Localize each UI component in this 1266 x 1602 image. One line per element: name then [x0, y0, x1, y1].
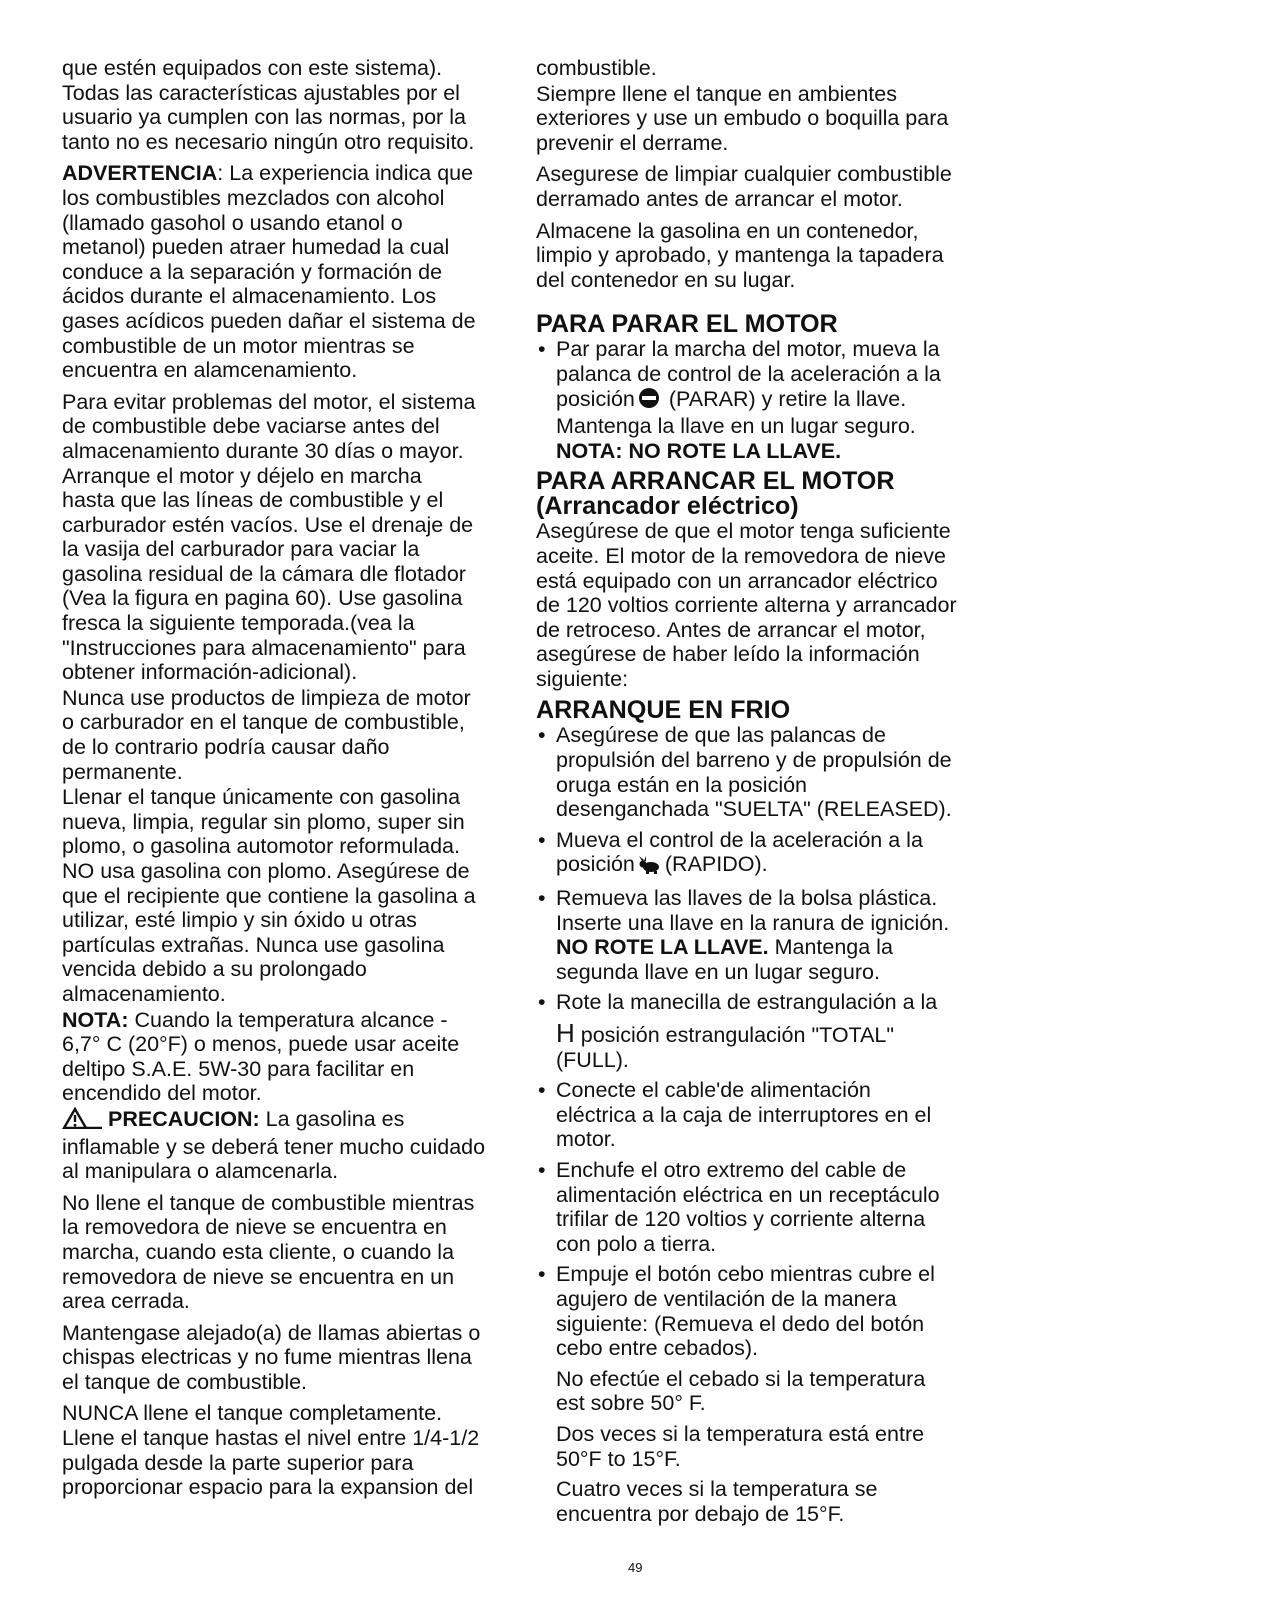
paragraph-oil-check: Asegúrese de que el motor tenga suficiente aceite. El motor de la removedora de nieve está equipado con un arrancador eléctrico de 120 voltios corriente alterna y arrancador de retroceso. Antes de arrancar el motor, asegúrese de haber leído la información siguiente: — [536, 519, 957, 691]
subheading-arrancador-electrico: (Arrancador eléctrico) — [536, 492, 799, 521]
heading-arrancar-motor: PARA ARRANCAR EL MOTOR — [536, 467, 895, 496]
paragraph-store-fuel: Almacene la gasolina en un contenedor, limpio y aprobado, y mantenga la tapadera del contenedor en su lugar. — [536, 218, 944, 292]
paragraph-cleaning-products: Nunca use productos de limpieza de motor o carburador en el tanque de combustible, de lo contrario podría causar daño permanente. — [62, 685, 471, 784]
list-item: • Par parar la marcha del motor, mueva la palanca de control de la aceleración a la posición (PARAR) y retire la llave. Mantenga la llave en un lugar seguro. NOTA: NO ROTE LA LLAVE. — [536, 337, 986, 463]
right-column — [536, 56, 986, 1532]
nota-label: NOTA: — [62, 1007, 129, 1032]
list-item: • Rote la manecilla de estrangulación a la H posición estrangulación "TOTAL" (FULL). — [538, 990, 938, 1072]
heading-parar-motor: PARA PARAR EL MOTOR — [536, 310, 838, 339]
paragraph-precaucion: PRECAUCION: La gasolina es inflamable y se deberá tener mucho cuidado al manipulara o alamcenarla. — [62, 1106, 486, 1184]
bullet-dot: • — [538, 1262, 546, 1287]
list-arranque-frio — [536, 723, 986, 1360]
bullet-dot: • — [538, 827, 546, 852]
paragraph-never-fill: NUNCA llene el tanque completamente. Llene el tanque hastas el nivel entre 1/4-1/2 pulgada desde la parte superior para proporcionar espacio para la expansion del — [62, 1401, 480, 1500]
paragraph-prime-none: No efectúe el cebado si la temperatura est sobre 50° F. — [556, 1366, 926, 1416]
list-parar — [536, 337, 986, 463]
bullet-dot: • — [538, 723, 546, 748]
advertencia-label: ADVERTENCIA — [62, 161, 218, 186]
rabbit-fast-icon — [638, 855, 662, 880]
paragraph-system-compliance: que estén equipados con este sistema). Todas las características ajustables por el usuario ya cumplen con las normas, por la tanto no es necesario ningún otro requisito. — [62, 56, 475, 154]
list-item: • Remueva las llaves de la bolsa plástica. Inserte una llave en la ranura de ignición. NO ROTE LA LLAVE. Mantenga la segunda llave en un lugar seguro. — [538, 886, 950, 984]
paragraph-prime-twice: Dos veces si la temperatura está entre 50°F to 15°F. — [556, 1421, 925, 1471]
paragraph-clean-spills: Asegurese de limpiar cualquier combustible derramado antes de arrancar el motor. — [536, 162, 952, 211]
paragraph-nota-oil: NOTA: Cuando la temperatura alcance - 6,7° C (20°F) o menos, puede usar aceite deltipo S.A.E. 5W-30 para facilitar en encendido del motor. — [62, 1007, 460, 1106]
heading-arranque-frio: ARRANQUE EN FRIO — [536, 696, 791, 725]
paragraph-flames: Mantengase alejado(a) de llamas abiertas o chispas electricas y no fume mientras llena el tanque de combustible. — [62, 1320, 481, 1394]
left-column — [62, 56, 514, 1507]
list-item: • Enchufe el otro extremo del cable de alimentación eléctrica en un receptáculo trifilar de 120 voltios y corriente alterna con polo a tierra. — [538, 1157, 940, 1256]
bullet-dot: • — [538, 337, 546, 362]
paragraph-advertencia: ADVERTENCIA: La experiencia indica que los combustibles mezclados con alcohol (llamado gasohol o usando etanol o metanol) pueden atraer humedad la cual conduce a la separación y formación de ácidos durante el almacenamiento. Los gases acídicos pueden dañar el sistema de combustible de un motor mientras se encuentra en alamcenamiento. — [62, 161, 476, 383]
list-item: • Mueva el control de la aceleración a la posición (RAPIDO). — [536, 828, 986, 880]
paragraph-fuel-type: Llenar el tanque únicamente con gasolina nueva, limpia, regular sin plomo, super sin plomo, o gasolina automotor reformulada. NO usa gasolina con plomo. Asegúrese de que el recipiente que contiene la gasolina a utilizar, esté limpio y sin óxido u otras partículas extrañas. Nunca use gasolina vencida debido a su prolongado almacenamiento. — [62, 785, 476, 1006]
choke-full-icon: H — [556, 1018, 575, 1048]
bullet-dot: • — [538, 886, 546, 911]
list-item: • Conecte el cable'de alimentación eléctrica a la caja de interruptores en el motor. — [538, 1078, 932, 1152]
paragraph-fill-outdoors: Siempre llene el tanque en ambientes exteriores y use un embudo o boquilla para prevenir el derrame. — [536, 81, 949, 155]
list-item: • Empuje el botón cebo mientras cubre el agujero de ventilación de la manera siguiente: (Remueva el dedo del botón cebo entre cebados). — [538, 1262, 935, 1361]
precaucion-label: PRECAUCION: — [108, 1106, 260, 1131]
stop-icon — [638, 387, 660, 415]
paragraph-combustible: combustible. — [536, 56, 657, 80]
bullet-dot: • — [538, 1157, 546, 1182]
paragraph-prime-four: Cuatro veces si la temperatura se encuentra por debajo de 15°F. — [556, 1477, 878, 1526]
paragraph-fuel-drain: Para evitar problemas del motor, el sistema de combustible debe vaciarse antes del almacenamiento durante 30 días o mayor. Arranque el motor y déjelo en marcha hasta que las líneas de combustible y el carburador estén vacíos. Use el drenaje de la vasija del carburador para vaciar la gasolina residual de la cámara dle flotador (Vea la figura en pagina 60). Use gasolina fresca la siguiente temporada.(vea la "Instrucciones para almacenamiento" para obtener información-adicional). — [62, 389, 476, 685]
list-item: • Asegúrese de que las palancas de propulsión del barreno y de propulsión de oruga están en la posición desenganchada "SUELTA" (RELEASED). — [538, 723, 952, 822]
bullet-dot: • — [538, 990, 546, 1015]
page-number: 49 — [628, 1560, 643, 1575]
nota-no-rote: NOTA: NO ROTE LA LLAVE. — [556, 438, 842, 463]
paragraph-no-fill-running: No llene el tanque de combustible mientras la removedora de nieve se encuentra en marcha, cuando esta cliente, o cuando la removedora de nieve se encuentra en un area cerrada. — [62, 1190, 475, 1314]
bullet-dot: • — [538, 1078, 546, 1103]
warning-triangle-icon — [62, 1107, 102, 1135]
